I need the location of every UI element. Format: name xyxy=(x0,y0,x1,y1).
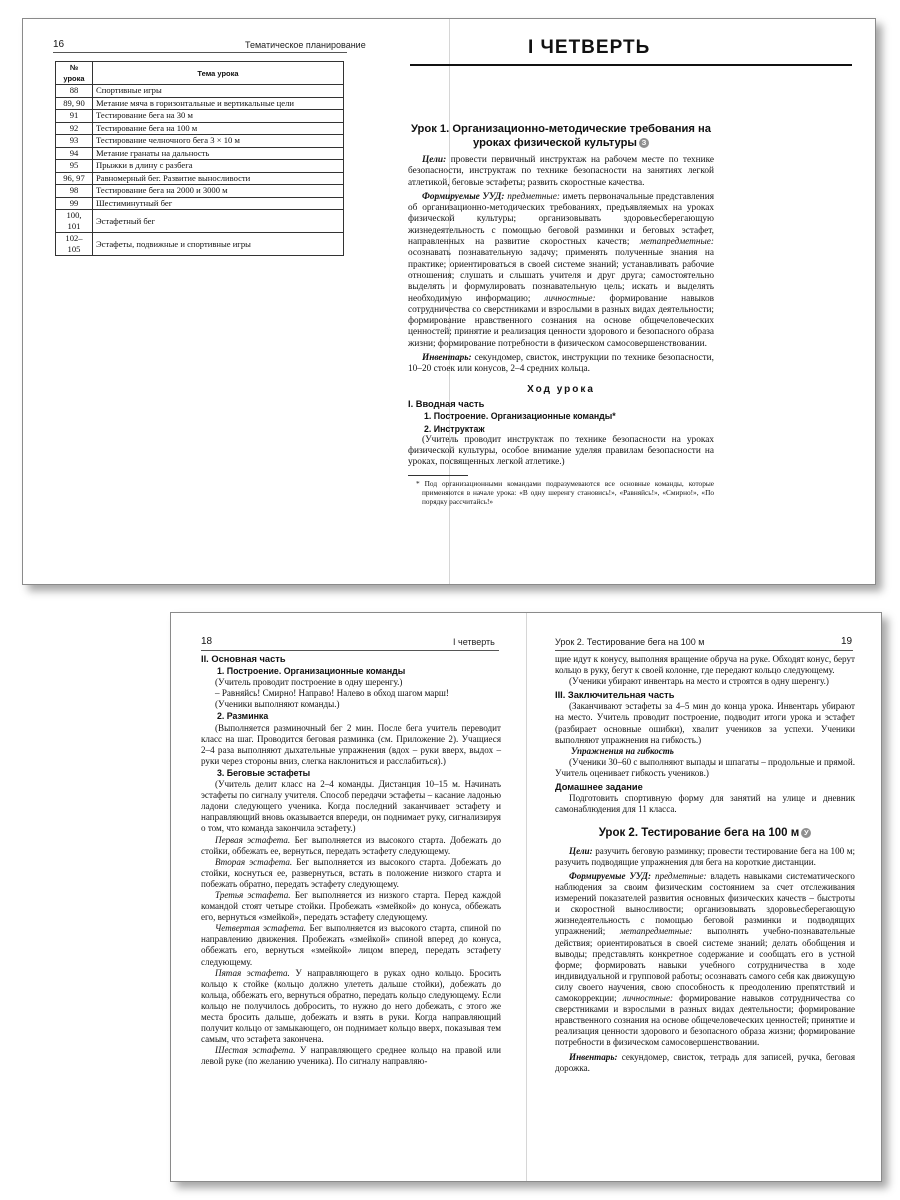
lesson-topic-cell: Метание гранаты на дальность xyxy=(93,147,344,160)
uud-personal-label: личностные: xyxy=(622,993,674,1004)
relay-label: Шестая эстафета. xyxy=(215,1045,296,1056)
table-row xyxy=(56,210,344,233)
uud-meta-label: метапредметные: xyxy=(619,926,693,937)
header-rule xyxy=(555,650,853,651)
lesson-2-title xyxy=(555,827,855,841)
relay-label: Вторая эстафета. xyxy=(215,856,293,867)
homework-title: Домашнее задание xyxy=(555,782,643,793)
lesson-topic-cell: Тестирование челночного бега 3 × 10 м xyxy=(93,135,344,148)
table-row xyxy=(56,110,344,123)
lesson-2-title-text: Урок 2. Тестирование бега на 100 м xyxy=(598,827,800,840)
uud-subject-label: предметные: xyxy=(507,191,560,202)
inventory-text: секундомер, свисток, инструкции по технике безопасности, 10–20 стоек или конусов, 2–4 средних кольца. xyxy=(408,353,714,375)
table-row xyxy=(56,147,344,160)
flexibility-title: Упражнения на гибкость xyxy=(571,745,674,756)
uud-meta-text: выполнять учебно-познавательные действия; ориентироваться в своей системе знаний; делать обобщения и выводы; представлять конкретное содержание и сообщать его в устной форме; формировать навыки учебного сотрудничества в ходе индивидуальной и групповой работы; осознавать самого себя как движущую силу своего научения, свою способность к преодолению препятствий и самокоррекции; xyxy=(555,926,855,1004)
column-header-lesson-topic: Тема урока xyxy=(93,62,344,85)
item-2-text: (Выполняется разминочный бег 2 мин. После бега учитель переводит класс на шаг. Проводится беговая разминка (см. Приложение 2). Учащиеся 2–4 раза выполняют дыхательные упражнения (вдох – руки вверх, выдох – руки через стороны вниз, слегка наклониться и расслабиться).) xyxy=(201,722,501,766)
page-number: 19 xyxy=(841,636,853,647)
table-row xyxy=(56,185,344,198)
lesson-topic-cell: Тестирование бега на 100 м xyxy=(93,122,344,135)
lesson-topic-cell: Равномерный бег. Развитие выносливости xyxy=(93,172,344,185)
lesson-number-cell: 93 xyxy=(56,135,93,148)
page-16 xyxy=(23,19,449,584)
relay-text: Бег выполняется из низкого старта. Перед каждой командой стоят четыре стойки. Пробежать «змейкой» до конуса, оббежать его, вернуться «змейкой», передать эстафету следующему. xyxy=(201,889,501,923)
uud-meta-text: осознавать познавательную задачу; применять полученные знания на практике; ориентироваться в своей системе знаний; устанавливать рабочие отношения; слушать и слышать учителя и друг друга; самостоятельно выделять и формулировать познавательную цель; искать и выделять необходимую информацию; xyxy=(408,248,714,304)
lesson-number-cell: 100, 101 xyxy=(56,210,93,233)
lesson-number-cell: 91 xyxy=(56,110,93,123)
part-1-title: I. Вводная часть xyxy=(408,398,485,409)
inventory-paragraph xyxy=(408,353,714,376)
relay-text: Бег выполняется из высокого старта. Добежать до стойки, коснуться ее, развернуться, встать в положение низкого старта и побежать обратно, передать эстафету следующему. xyxy=(201,856,501,889)
page-19 xyxy=(527,613,881,1181)
relay-paragraph xyxy=(201,890,501,923)
footnote: * Под организационными командами подразумеваются все основные команды, которые применяются в начале урока: «В одну шеренгу становись!», «Равняйсь!», «Смирно!», «По порядку рассчитайсь!» xyxy=(416,478,714,506)
inventory-label: Инвентарь: xyxy=(569,1051,618,1062)
running-title: Тематическое планирование xyxy=(245,40,366,50)
item-3-text: (Учитель делит класс на 2–4 команды. Дистанция 10–15 м. Начинать эстафеты по сигналу учителя. Способ передачи эстафеты – касание ладонью ладони следующего ученика. Когда последний заканчивает эстафету и направляющий вновь оказывается впереди, он поднимает руку, сигнализируя о том, что команда закончила эстафету.) xyxy=(201,779,501,834)
lesson-type-badge-icon: З xyxy=(639,138,649,148)
book-spread-pages-18-19 xyxy=(170,612,882,1182)
uud-paragraph xyxy=(555,871,855,1049)
table-row xyxy=(56,233,344,256)
lesson-1-title xyxy=(408,123,714,150)
relay-paragraph xyxy=(201,968,501,1046)
lesson-number-cell: 92 xyxy=(56,122,93,135)
running-title: I четверть xyxy=(453,637,495,647)
relay-label: Первая эстафета. xyxy=(215,834,291,845)
uud-subject-label: предметные: xyxy=(655,871,707,881)
item-1-title: 1. Построение. Организационные команды xyxy=(217,666,406,677)
inventory-paragraph xyxy=(555,1052,855,1074)
relay-paragraph xyxy=(201,835,501,857)
relay-paragraph xyxy=(201,1045,501,1067)
relay-label: Четвертая эстафета. xyxy=(215,923,307,934)
item-1-lines xyxy=(201,677,501,710)
table-row xyxy=(56,135,344,148)
uud-paragraph xyxy=(408,192,714,350)
lesson-number-cell: 94 xyxy=(56,147,93,160)
lesson-1-block xyxy=(408,123,714,506)
lesson-number-cell: 96, 97 xyxy=(56,172,93,185)
goals-paragraph xyxy=(555,846,855,868)
header-rule xyxy=(53,52,347,53)
goals-text: провести первичный инструктаж на рабочем месте по технике безопасности, инструктаж по технике безопасности на занятиях легкой атлетикой, беговые эстафеты; развить скоростные качества. xyxy=(408,155,714,188)
relay-paragraph xyxy=(201,857,501,890)
lesson-type-badge-icon: У xyxy=(801,828,811,838)
part-3-title: III. Заключительная часть xyxy=(555,690,675,701)
relay-text: Бег выполняется из высокого старта. Добежать до стойки, оббежать ее, вернуться, передать эстафету следующему. xyxy=(201,834,502,856)
inventory-text: секундомер, свисток, тетрадь для записей, ручка, беговая дорожка. xyxy=(555,1051,855,1073)
table-row xyxy=(56,97,344,110)
uud-meta-label: метапредметные: xyxy=(639,237,714,248)
part-1-item-2: 2. Инструктаж xyxy=(424,423,485,434)
uud-subject-text: владеть навыками систематического наблюдения за своим физическим состоянием за счет отслеживания измерений показателей развития основных физических качеств – быстроты и скоростной выносливости; организовывать здоровьесберегающую жизнедеятельность с помощью беговой разминки и подводящих упражнений; xyxy=(555,871,855,937)
relay-text: У направляющего в руках одно кольцо. Бросить кольцо к стойке (кольцо должно улететь дальше стойки), добежать до кольца, оббежать его, вернуться обратно, передать кольцо следующему. Если кольцо не получилось добросить, то нужно до него добежать, с этого же места бросить дальше, добежать и взять в руки. Когда направляющий получит кольцо от замыкающего, он поднимает кольцо вверх, показывая тем самым, что эстафета закончена. xyxy=(201,967,501,1045)
lesson-plan-table xyxy=(55,61,344,256)
relay-text: У направляющего среднее кольцо на правой или левой руке (по желанию ученика). По сигналу направляю- xyxy=(201,1045,501,1067)
header-rule xyxy=(201,650,499,651)
part-3-text: (Заканчивают эстафеты за 4–5 мин до конца урока. Инвентарь убирают на место. Учитель проводит построение, подводит итоги урока и эстафет (разбирает основные ошибки), хвалит учеников за успехи. Ученики выполняют упражнения на гибкость.) xyxy=(555,701,855,745)
lesson-number-cell: 95 xyxy=(56,160,93,173)
flexibility-text: (Ученики 30–60 с выполняют выпады и шпагаты – продольные и прямой. Учитель оценивает гибкость учеников.) xyxy=(555,756,855,778)
page-19-body xyxy=(555,654,855,1074)
goals-label: Цели: xyxy=(569,845,593,856)
lesson-topic-cell: Спортивные игры xyxy=(93,85,344,98)
page-number: 18 xyxy=(201,636,213,647)
continued-text: щие идут к конусу, выполняя вращение обруча на руке. Обходят конус, берут кольцо в руку, бегут к своей колонне, где передают кольцо следующему. xyxy=(555,654,855,676)
item-1-line: (Ученики выполняют команды.) xyxy=(215,699,340,710)
relay-text: Бег выполняется из высокого старта, спиной по направлению движения. Пробежать «змейкой» спиной вперед до конуса, оббежать его, вернуться «змейкой» лицом вперед, передать эстафету следующему. xyxy=(201,923,501,967)
table-row xyxy=(56,85,344,98)
lesson-topic-cell: Тестирование бега на 2000 и 3000 м xyxy=(93,185,344,198)
relay-label: Пятая эстафета. xyxy=(215,967,290,978)
uud-personal-label: личностные: xyxy=(544,293,596,304)
table-row xyxy=(56,172,344,185)
goals-text: разучить беговую разминку; провести тестирование бега на 100 м; разучить подводящие упражнения для бега на короткие дистанции. xyxy=(555,845,855,867)
lesson-1-title-text: Урок 1. Организационно-методические требования на уроках физической культуры xyxy=(411,123,711,149)
uud-label: Формируемые УУД: xyxy=(569,871,652,881)
page-18 xyxy=(171,613,526,1181)
lesson-number-cell: 89, 90 xyxy=(56,97,93,110)
uud-label: Формируемые УУД: xyxy=(422,191,505,202)
lesson-topic-cell: Эстафеты, подвижные и спортивные игры xyxy=(93,233,344,256)
part-1-item-1: 1. Построение. Организационные команды* xyxy=(424,411,616,422)
column-header-lesson-number: № урока xyxy=(56,62,93,85)
inventory-label: Инвентарь: xyxy=(422,353,472,364)
table-header-row xyxy=(56,62,344,85)
lesson-topic-cell: Метание мяча в горизонтальные и вертикальные цели xyxy=(93,97,344,110)
uud-subject-text: иметь первоначальные представления об организационно-методических требованиях, предъявляемых на уроках физической культуры; организовывать здоровьесберегающую жизнедеятельность с помощью беговой разминки и беговых эстафет, направленных на развитие скоростных качеств; xyxy=(408,191,715,248)
uud-personal-text: формирование навыков сотрудничества со сверстниками и взрослыми в разных видах деятельности; формирование нравственного сознания на основе общечеловеческих ценностей; принятие и реализация ценности здорового и безопасного образа жизни; формирование потребности в физическом самосовершенствовании. xyxy=(555,993,855,1048)
lesson-number-cell: 99 xyxy=(56,197,93,210)
relay-paragraph xyxy=(201,923,501,967)
item-1-line: – Равняйсь! Смирно! Направо! Налево в обход шагом марш! xyxy=(215,688,449,699)
table-row xyxy=(56,160,344,173)
page-17 xyxy=(408,19,875,584)
homework-text: Подготовить спортивную форму для занятий на улице и дневник самонаблюдения для 11 класса. xyxy=(555,793,855,815)
relays-list xyxy=(201,835,501,1068)
lesson-number-cell: 88 xyxy=(56,85,93,98)
footnote-rule xyxy=(408,475,468,476)
lesson-topic-cell: Тестирование бега на 30 м xyxy=(93,110,344,123)
continued-text-2: (Ученики убирают инвентарь на место и строятся в одну шеренгу.) xyxy=(569,676,829,687)
lesson-1-body xyxy=(408,155,714,506)
page-18-body xyxy=(201,654,501,1067)
lesson-flow-title: Ход урока xyxy=(527,383,595,395)
item-2-title: 2. Разминка xyxy=(217,711,269,722)
part-2-title: II. Основная часть xyxy=(201,654,286,664)
lesson-topic-cell: Эстафетный бег xyxy=(93,210,344,233)
running-title: Урок 2. Тестирование бега на 100 м xyxy=(555,637,705,647)
table-row xyxy=(56,122,344,135)
quarter-title: I ЧЕТВЕРТЬ xyxy=(528,37,651,58)
item-3-title: 3. Беговые эстафеты xyxy=(217,767,311,778)
lesson-topic-cell: Шестиминутный бег xyxy=(93,197,344,210)
lesson-number-cell: 102–105 xyxy=(56,233,93,256)
book-spread-pages-16-17 xyxy=(22,18,876,585)
part-1-text: (Учитель проводит инструктаж по технике безопасности на уроках физической культуры, особое внимание уделяя правилам безопасности на уроках, посвященных легкой атлетике.) xyxy=(408,434,714,468)
item-1-line: (Учитель проводит построение в одну шеренгу.) xyxy=(215,677,403,688)
lesson-number-cell: 98 xyxy=(56,185,93,198)
table-body xyxy=(56,85,344,256)
goals-paragraph xyxy=(408,155,714,189)
lesson-topic-cell: Прыжки в длину с разбега xyxy=(93,160,344,173)
uud-personal-text: формирование навыков сотрудничества со сверстниками и взрослыми в разных видах деятельности; формирование нравственного сознания на основе общечеловеческих ценностей; принятие и реализация ценности здорового и безопасного образа жизни; формирование потребности в физическом самосовершенствовании. xyxy=(408,293,714,349)
relay-label: Третья эстафета. xyxy=(215,889,291,900)
page-number: 16 xyxy=(53,39,65,50)
table-row xyxy=(56,197,344,210)
goals-label: Цели: xyxy=(422,155,447,165)
quarter-title-rule xyxy=(410,64,852,66)
